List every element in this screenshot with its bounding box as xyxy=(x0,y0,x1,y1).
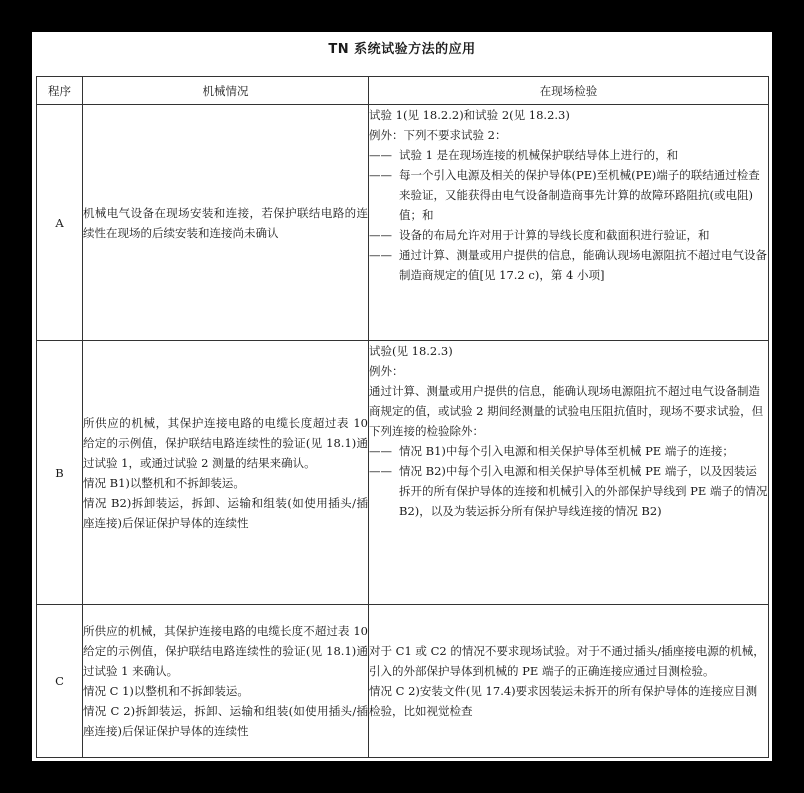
condition-text: 情况 B2)拆卸装运，拆卸、运输和组装(如使用插头/插座连接)后保证保护导体的连续性 xyxy=(83,495,368,530)
table-title: TN 系统试验方法的应用 xyxy=(328,42,476,57)
check-list-item: —— 情况 B2)中每个引入电源和相关保护导体至机械 PE 端子，以及因装运拆开的所有保护导体的连接和机械引入的外部保护导线到 PE 端子的情况 B2)，以及为装运拆分所有保护导线连接的情况 B2) xyxy=(369,461,768,521)
check-text: 试验 1(见 18.2.2)和试验 2(见 18.2.3) xyxy=(369,108,570,122)
dash-marker: —— xyxy=(369,248,392,262)
header-onsite-check: 在现场检验 xyxy=(369,77,769,105)
onsite-check-cell xyxy=(369,341,769,605)
check-text: 例外：下列不要求试验 2： xyxy=(369,128,507,142)
row-code: A xyxy=(37,105,83,341)
dash-marker: —— xyxy=(369,168,392,182)
check-text: 通过计算、测量或用户提供的信息，能确认现场电源阻抗不超过电气设备制造商规定的值，或试验 2 期间经测量的试验电压阻抗值时，现场不要求试验，但下列连接的检验除外： xyxy=(369,384,764,438)
machine-condition-cell xyxy=(83,105,369,341)
check-list-item: —— 试验 1 是在现场连接的机械保护联结导体上进行的，和 xyxy=(369,145,768,165)
condition-text: 情况 B1)以整机和不拆卸装运。 xyxy=(83,475,245,490)
condition-text: 所供应的机械，其保护连接电路的电缆长度超过表 10 给定的示例值，保护联结电路连续性的验证(见 18.1)通过试验 1，或通过试验 2 测量的结果来确认。 xyxy=(83,415,368,470)
header-machine-condition: 机械情况 xyxy=(83,77,369,105)
machine-condition-cell xyxy=(83,341,369,605)
check-list-item: —— 情况 B1)中每个引入电源和相关保护导体至机械 PE 端子的连接； xyxy=(369,441,768,461)
table-row-c xyxy=(37,605,769,758)
tn-test-method-table xyxy=(36,76,769,758)
check-text: 情况 C 2)安装文件(见 17.4)要求因装运未拆开的所有保护导体的连接应目测检验，比如视觉检查 xyxy=(369,684,758,718)
check-list-item: —— 每一个引入电源及相关的保护导体(PE)至机械(PE)端子的联结通过检查来验证，又能获得由电气设备制造商事先计算的故障环路阻抗(或电阻)值；和 xyxy=(369,165,768,225)
onsite-check-cell xyxy=(369,105,769,341)
dash-marker: —— xyxy=(369,228,392,242)
condition-text: 情况 C 1)以整机和不拆卸装运。 xyxy=(83,684,249,698)
check-text: 对于 C1 或 C2 的情况不要求现场试验。对于不通过插头/插座接电源的机械，引入的外部保护导体到机械的 PE 端子的正确连接应通过目测检验。 xyxy=(369,644,765,678)
table-row-a xyxy=(37,105,769,341)
dash-marker: —— xyxy=(369,464,392,478)
document-page xyxy=(32,32,772,761)
check-list-item: —— 设备的布局允许对用于计算的导线长度和截面积进行验证，和 xyxy=(369,225,768,245)
check-text: 试验(见 18.2.3) xyxy=(369,344,453,358)
header-program: 程序 xyxy=(37,77,83,105)
row-code: C xyxy=(37,605,83,758)
dash-marker: —— xyxy=(369,148,392,162)
check-text: 例外： xyxy=(369,364,404,378)
table-row-b xyxy=(37,341,769,605)
onsite-check-cell xyxy=(369,605,769,758)
machine-condition-cell xyxy=(83,605,369,758)
condition-text: 机械电气设备在现场安装和连接，若保护联结电路的连续性在现场的后续安装和连接尚未确认 xyxy=(83,205,368,240)
header-row xyxy=(37,77,769,105)
condition-text: 情况 C 2)拆卸装运，拆卸、运输和组装(如使用插头/插座连接)后保证保护导体的连续性 xyxy=(83,704,368,738)
check-list-item: —— 通过计算、测量或用户提供的信息，能确认现场电源阻抗不超过电气设备制造商规定的值[见 17.2 c)，第 4 小项] xyxy=(369,245,768,285)
dash-marker: —— xyxy=(369,444,392,458)
row-code: B xyxy=(37,341,83,605)
condition-text: 所供应的机械，其保护连接电路的电缆长度不超过表 10 给定的示例值，保护联结电路连续性的验证(见 18.1)通过试验 1 来确认。 xyxy=(83,624,368,678)
